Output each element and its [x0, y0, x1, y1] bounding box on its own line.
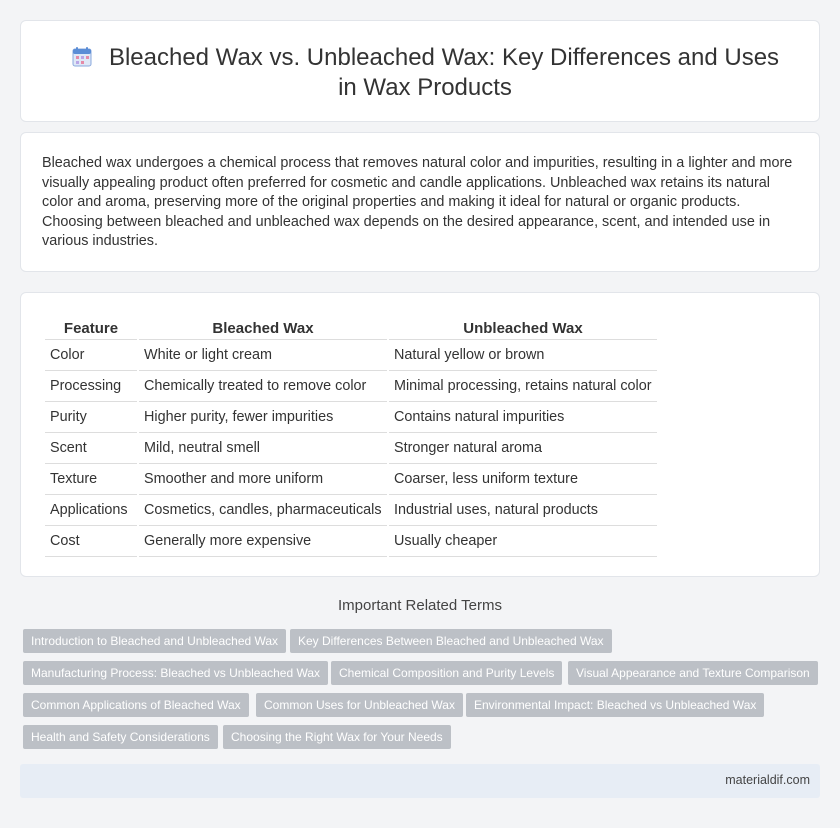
cell-bleached: White or light cream: [139, 340, 387, 371]
related-term-link[interactable]: Visual Appearance and Texture Comparison: [568, 661, 818, 685]
intro-card: [20, 132, 820, 272]
cell-unbleached: Stronger natural aroma: [389, 433, 657, 464]
cell-unbleached: Usually cheaper: [389, 526, 657, 557]
table-row: [45, 495, 657, 526]
table-row: [45, 371, 657, 402]
cell-unbleached: Contains natural impurities: [389, 402, 657, 433]
cell-feature: Purity: [45, 402, 137, 433]
cell-unbleached: Minimal processing, retains natural color: [389, 371, 657, 402]
related-term-link[interactable]: Key Differences Between Bleached and Unbleached Wax: [290, 629, 612, 653]
cell-bleached: Smoother and more uniform: [139, 464, 387, 495]
cell-feature: Color: [45, 340, 137, 371]
page-title: [61, 43, 789, 103]
page-title-text: Bleached Wax vs. Unbleached Wax: Key Differences and Uses in Wax Products: [108, 44, 780, 101]
footer: [20, 764, 820, 798]
related-term-link[interactable]: Health and Safety Considerations: [23, 725, 218, 749]
related-term-link[interactable]: Common Uses for Unbleached Wax: [256, 693, 463, 717]
comparison-card: [20, 292, 820, 577]
cell-unbleached: Natural yellow or brown: [389, 340, 657, 371]
table-row: [45, 433, 657, 464]
cell-feature: Texture: [45, 464, 137, 495]
table-row: [45, 340, 657, 371]
intro-paragraph: Bleached wax undergoes a chemical process that removes natural color and impurities, resulting in a lighter and more visually appealing product often preferred for cosmetic and candle applications. Unbleached wax retains its natural color and aroma, preserving more of the original properties and making it ideal for natural or organic products. Choosing between bleached and unbleached wax depends on the desired appearance, scent, and intended use in various industries.: [42, 155, 793, 249]
related-term-link[interactable]: Introduction to Bleached and Unbleached Wax: [23, 629, 286, 653]
cell-unbleached: Coarser, less uniform texture: [389, 464, 657, 495]
calendar-icon: [71, 46, 93, 68]
cell-bleached: Generally more expensive: [139, 526, 387, 557]
cell-feature: Scent: [45, 433, 137, 464]
related-term-link[interactable]: Manufacturing Process: Bleached vs Unbleached Wax: [23, 661, 328, 685]
cell-feature: Processing: [45, 371, 137, 402]
table-row: [45, 402, 657, 433]
header-feature: Feature: [45, 313, 137, 340]
table-row: [45, 526, 657, 557]
title-card: [20, 20, 820, 122]
comparison-table: [43, 313, 659, 557]
cell-bleached: Mild, neutral smell: [139, 433, 387, 464]
header-bleached: Bleached Wax: [139, 313, 387, 340]
related-term-link[interactable]: Choosing the Right Wax for Your Needs: [223, 725, 451, 749]
related-term-link[interactable]: Common Applications of Bleached Wax: [23, 693, 249, 717]
related-term-link[interactable]: Chemical Composition and Purity Levels: [331, 661, 562, 685]
cell-feature: Applications: [45, 495, 137, 526]
table-row: [45, 464, 657, 495]
cell-bleached: Cosmetics, candles, pharmaceuticals: [139, 495, 387, 526]
header-unbleached: Unbleached Wax: [389, 313, 657, 340]
table-header-row: [45, 313, 657, 340]
cell-unbleached: Industrial uses, natural products: [389, 495, 657, 526]
cell-bleached: Higher purity, fewer impurities: [139, 402, 387, 433]
cell-feature: Cost: [45, 526, 137, 557]
footer-site-name: materialdif.com: [725, 773, 810, 787]
title-wrap: [61, 43, 789, 103]
related-term-link[interactable]: Environmental Impact: Bleached vs Unbleached Wax: [466, 693, 764, 717]
related-terms-heading: Important Related Terms: [338, 597, 502, 614]
cell-bleached: Chemically treated to remove color: [139, 371, 387, 402]
